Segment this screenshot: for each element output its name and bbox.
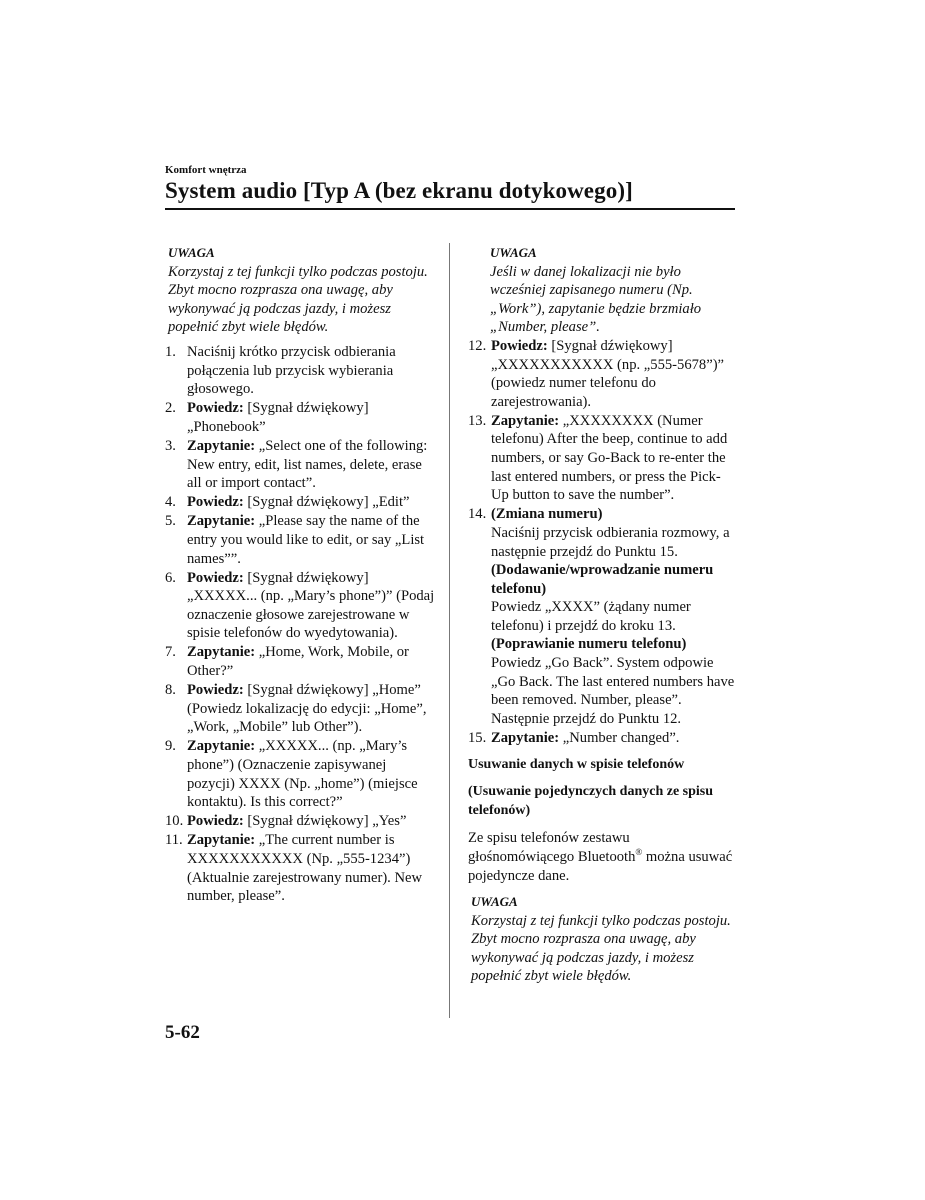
note-heading: UWAGA — [168, 245, 215, 260]
subheading: Usuwanie danych w spisie telefonów — [468, 756, 685, 772]
step-text: Naciśnij przycisk odbierania rozmowy, a następnie przejdź do Punktu 15. — [491, 524, 730, 560]
step-number: 3. — [165, 437, 176, 454]
step-label: Powiedz: — [187, 813, 244, 830]
step-text: [Sygnał dźwiękowy] „Phonebook” — [187, 400, 369, 435]
list-item — [468, 505, 736, 728]
list-item — [165, 643, 435, 680]
steps-list — [468, 337, 736, 748]
sub-text: Powiedz „Go Back”. System odpowie „Go Back. The last entered numbers have been removed. Number, please”. Następnie przejdź do Punktu 12. — [491, 655, 735, 727]
step-text: [Sygnał dźwiękowy] „Edit” — [243, 494, 410, 511]
section-label: Komfort wnętrza — [165, 164, 247, 176]
page-number: 5-62 — [165, 1022, 200, 1043]
step-label: Zapytanie: — [187, 738, 256, 755]
list-item — [165, 569, 435, 643]
step-label: Powiedz: — [187, 400, 244, 417]
list-item — [165, 681, 435, 737]
list-item — [468, 337, 736, 411]
step-label: Powiedz: — [187, 569, 244, 586]
step-text: [Sygnał dźwiękowy] „XXXXXXXXXXX (np. „555-5678”)” (powiedz numer telefonu do zarejestrowania). — [491, 337, 725, 410]
step-number: 13. — [468, 412, 487, 429]
registered-mark: ® — [635, 847, 643, 858]
subheading: (Usuwanie pojedynczych danych ze spisu telefonów) — [468, 784, 714, 818]
list-item — [165, 343, 435, 399]
paragraph — [468, 829, 736, 885]
step-text: [Sygnał dźwiękowy] „Yes” — [243, 813, 407, 830]
list-item — [165, 437, 435, 493]
step-label: Zapytanie: — [187, 832, 256, 849]
title-rule — [165, 208, 735, 210]
list-item — [165, 831, 435, 905]
caution-note — [165, 244, 435, 337]
step-text: Naciśnij krótko przycisk odbierania połączenia lub przycisk wybierania głosowego. — [187, 343, 396, 398]
note-text: Korzystaj z tej funkcji tylko podczas postoju. Zbyt mocno rozprasza ona uwagę, aby wykonywać ją podczas jazdy, i możesz popełnić zbyt wiele błędów. — [471, 912, 731, 985]
step-text: „XXXXXXXX (Numer telefonu) After the beep, continue to add numbers, or say Go-Back to re-enter the last entered numbers, or press the Pick-Up button to save the number”. — [491, 412, 728, 504]
steps-list — [165, 343, 435, 906]
note-text: Korzystaj z tej funkcji tylko podczas postoju. Zbyt mocno rozprasza ona uwagę, aby wykonywać ją podczas jazdy, i możesz popełnić zbyt wiele błędów. — [168, 263, 428, 336]
sub-label: (Dodawanie/wprowadzanie numeru telefonu) — [491, 562, 714, 597]
sub-text: Powiedz „XXXX” (żądany numer telefonu) i przejdź do kroku 13. — [491, 599, 691, 634]
step-number: 2. — [165, 400, 176, 417]
step-number: 14. — [468, 506, 487, 523]
step-label: Powiedz: — [187, 494, 244, 511]
right-column — [468, 244, 736, 992]
paragraph-text: można usuwać pojedyncze dane. — [468, 848, 733, 884]
step-text: „Home, Work, Mobile, or Other?” — [187, 644, 409, 680]
caution-note — [468, 244, 736, 337]
step-label: Zapytanie: — [491, 729, 560, 746]
step-text: „XXXXX... (np. „Mary’s phone”) (Oznaczenie zapisywanej pozycji) XXXX (Np. „home”) (miejsce kontaktu). Is this correct?” — [187, 738, 418, 811]
step-number: 6. — [165, 569, 176, 586]
left-column — [165, 244, 435, 906]
step-label: Zapytanie: — [187, 437, 256, 454]
step-text: „Select one of the following: New entry, edit, list names, delete, erase all or import contact”. — [187, 437, 428, 492]
column-divider — [449, 243, 450, 1018]
step-text: „The current number is XXXXXXXXXXX (Np. „555-1234”) (Aktualnie zarejestrowany numer). New number, please”. — [187, 832, 423, 905]
step-number: 12. — [468, 337, 487, 354]
paragraph-text: Ze spisu telefonów zestawu głośnomówiącego Bluetooth — [468, 830, 636, 865]
caution-note — [468, 893, 736, 986]
step-text: „Please say the name of the entry you would like to edit, or say „List names””. — [187, 513, 425, 567]
step-number: 5. — [165, 513, 176, 530]
note-text: Jeśli w danej lokalizacji nie było wcześniej zapisanego numeru (Np. „Work”), zapytanie będzie brzmiało „Number, please”. — [490, 263, 702, 336]
step-label: Zapytanie: — [187, 644, 256, 661]
note-heading: UWAGA — [471, 894, 518, 910]
step-number: 8. — [165, 682, 176, 699]
step-number: 10. — [165, 813, 184, 830]
list-item — [165, 512, 435, 568]
step-number: 15. — [468, 729, 487, 746]
step-label: (Zmiana numeru) — [491, 506, 603, 523]
step-label: Powiedz: — [491, 337, 548, 354]
note-heading: UWAGA — [490, 245, 537, 260]
step-text: „Number changed”. — [559, 729, 680, 746]
step-text: [Sygnał dźwiękowy] „XXXXX... (np. „Mary’s phone”)” (Podaj oznaczenie głosowe zarejestrowane w spisie telefonów do wyedytowania). — [187, 569, 435, 642]
step-number: 1. — [165, 343, 176, 360]
step-number: 9. — [165, 738, 176, 755]
list-item — [165, 493, 435, 512]
step-number: 7. — [165, 644, 176, 661]
sub-label: (Poprawianie numeru telefonu) — [491, 636, 687, 653]
list-item — [165, 737, 435, 811]
step-number: 11. — [165, 832, 183, 849]
step-number: 4. — [165, 494, 176, 511]
step-text: [Sygnał dźwiękowy] „Home” (Powiedz lokalizację do edycji: „Home”, „Work, „Mobile” lub Other”). — [187, 682, 427, 736]
step-label: Zapytanie: — [491, 412, 560, 429]
step-label: Powiedz: — [187, 682, 244, 699]
list-item — [165, 812, 435, 831]
step-label: Zapytanie: — [187, 513, 256, 530]
list-item — [165, 399, 435, 436]
list-item — [468, 729, 736, 748]
page-title: System audio [Typ A (bez ekranu dotykowego)] — [165, 178, 633, 203]
list-item — [468, 412, 736, 505]
